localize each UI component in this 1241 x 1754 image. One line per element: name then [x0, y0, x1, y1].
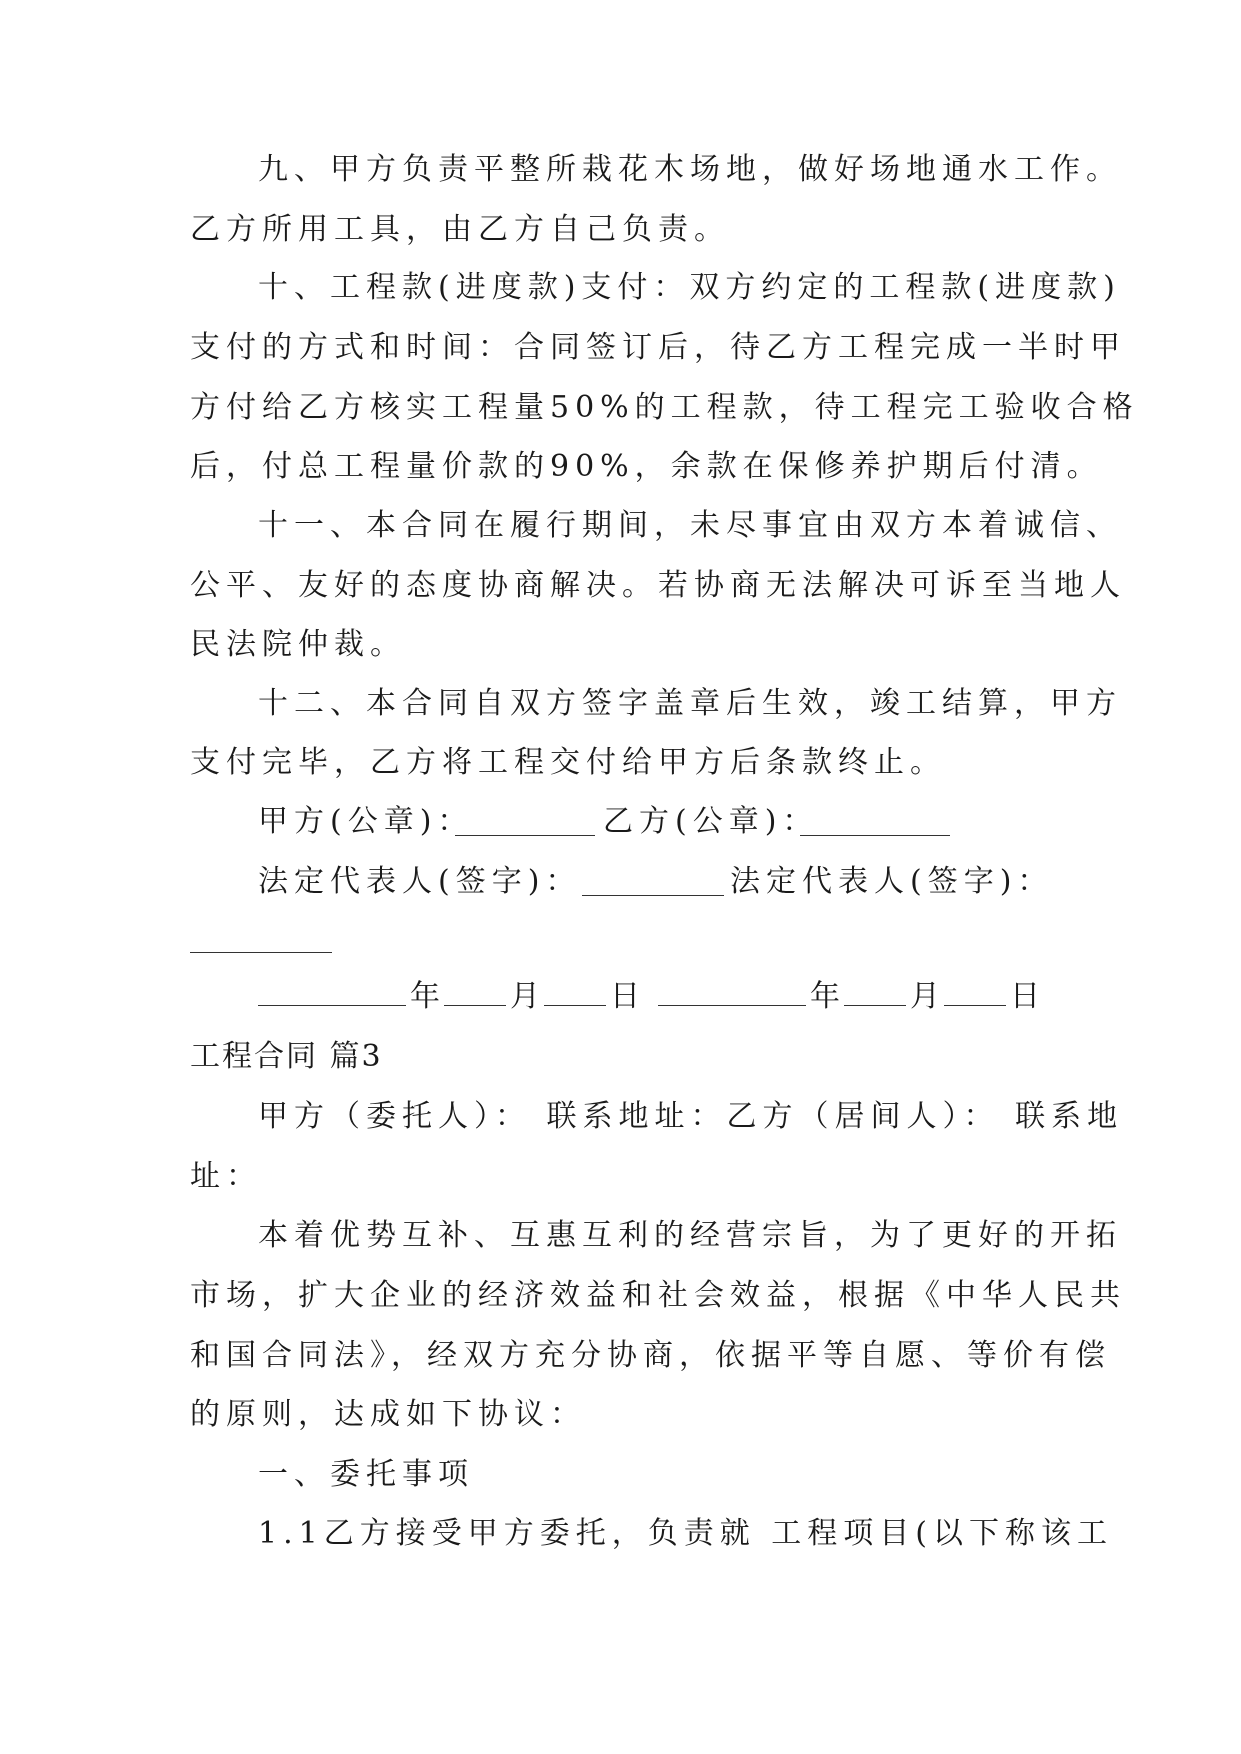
rep-a-blank [582, 895, 724, 896]
party-b-seal-blank [800, 835, 950, 836]
year-a-blank [258, 977, 406, 1006]
clause-10-line-3: 方付给乙方核实工程量50%的工程款，待工程完工验收合格 [190, 390, 1139, 425]
party-a-seal-label: 甲方(公章)： [258, 804, 474, 839]
date-line [258, 977, 1044, 1017]
year-b-label: 年 [810, 979, 840, 1014]
day-a-label: 日 [610, 979, 640, 1014]
rep-a-label: 法定代表人(签字)： [258, 864, 582, 899]
rep-b-label: 法定代表人(签字)： [730, 864, 1054, 899]
day-b-blank [944, 977, 1006, 1006]
month-b-label: 月 [910, 979, 940, 1014]
clause-11-line-3: 民法院仲裁。 [190, 627, 406, 662]
clause-9-line-2: 乙方所用工具，由乙方自己负责。 [190, 212, 730, 247]
clause-12-line-1: 十二、本合同自双方签字盖章后生效，竣工结算，甲方 [258, 686, 1122, 721]
month-b-blank [844, 977, 906, 1006]
preamble-line-4: 的原则，达成如下协议： [190, 1397, 586, 1432]
entrust-heading: 一、委托事项 [258, 1457, 474, 1492]
month-a-label: 月 [510, 979, 540, 1014]
party-b-seal-label: 乙方(公章)： [603, 804, 819, 839]
preamble-line-2: 市场，扩大企业的经济效益和社会效益，根据《中华人民共 [190, 1278, 1126, 1313]
section-heading: 工程合同 篇3 [190, 1039, 383, 1074]
rep-b-blank [190, 952, 332, 953]
year-b-blank [658, 977, 806, 1006]
day-a-blank [544, 977, 606, 1006]
clause-11-line-2: 公平、友好的态度协商解决。若协商无法解决可诉至当地人 [190, 568, 1126, 603]
parties-line-1: 甲方（委托人）： 联系地址：乙方（居间人）： 联系地 [258, 1099, 1124, 1134]
preamble-line-3: 和国合同法》，经双方充分协商，依据平等自愿、等价有偿 [190, 1338, 1111, 1373]
clause-12-line-2: 支付完毕，乙方将工程交付给甲方后条款终止。 [190, 745, 946, 780]
clause-10-line-2: 支付的方式和时间：合同签订后，待乙方工程完成一半时甲 [190, 330, 1126, 365]
clause-10-line-4: 后，付总工程量价款的90%，余款在保修养护期后付清。 [190, 449, 1103, 484]
month-a-blank [444, 977, 506, 1006]
clause-1-1-line-1: 1.1乙方接受甲方委托，负责就 工程项目(以下称该工 [258, 1516, 1113, 1551]
day-b-label: 日 [1010, 979, 1040, 1014]
preamble-line-1: 本着优势互补、互惠互利的经营宗旨，为了更好的开拓 [258, 1218, 1122, 1253]
clause-9-line-1: 九、甲方负责平整所栽花木场地，做好场地通水工作。 [258, 152, 1122, 187]
clause-11-line-1: 十一、本合同在履行期间，未尽事宜由双方本着诚信、 [258, 508, 1122, 543]
party-a-seal-blank [455, 835, 595, 836]
clause-10-line-1: 十、工程款(进度款)支付：双方约定的工程款(进度款) [258, 270, 1121, 305]
parties-line-2: 址： [190, 1159, 262, 1194]
year-a-label: 年 [410, 979, 440, 1014]
